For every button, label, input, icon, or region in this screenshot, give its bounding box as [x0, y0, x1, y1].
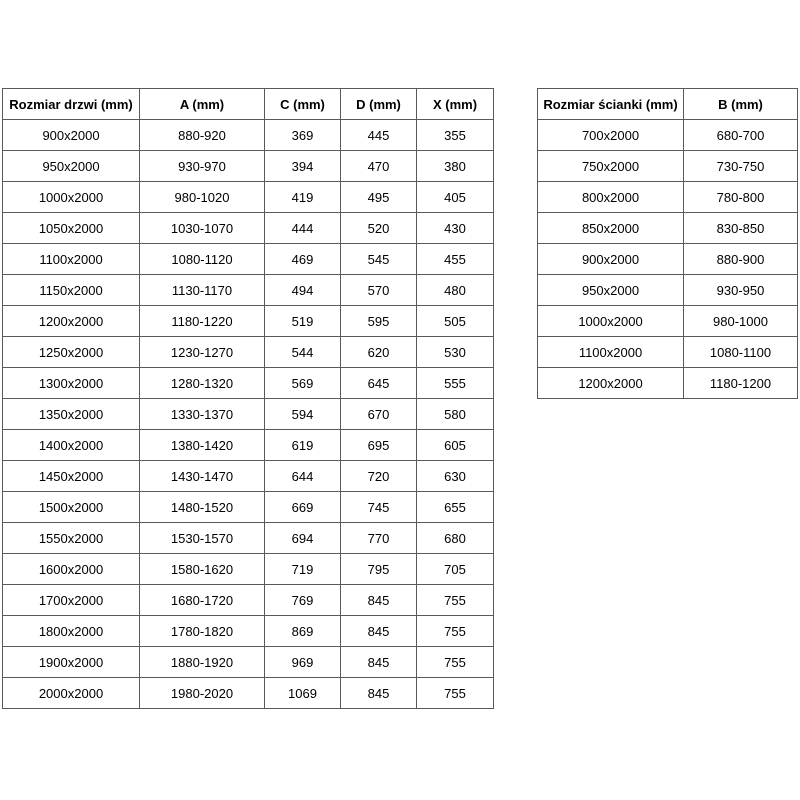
- table-cell: 720: [341, 461, 417, 492]
- table-row: [538, 151, 798, 182]
- table-cell: 695: [341, 430, 417, 461]
- table-cell: 1430-1470: [140, 461, 265, 492]
- table-row: [3, 461, 494, 492]
- table-cell: 730-750: [684, 151, 798, 182]
- table-cell: 880-900: [684, 244, 798, 275]
- table-cell: 1069: [265, 678, 341, 709]
- table-cell: 869: [265, 616, 341, 647]
- column-header: D (mm): [341, 89, 417, 120]
- table-row: [3, 306, 494, 337]
- column-header: A (mm): [140, 89, 265, 120]
- table-body: [3, 120, 494, 709]
- table-cell: 644: [265, 461, 341, 492]
- table-cell: 700x2000: [538, 120, 684, 151]
- table-row: [538, 244, 798, 275]
- table-header-row: [3, 89, 494, 120]
- table-row: [538, 275, 798, 306]
- table-cell: 1080-1100: [684, 337, 798, 368]
- table-cell: 980-1000: [684, 306, 798, 337]
- table-cell: 1380-1420: [140, 430, 265, 461]
- table-cell: 444: [265, 213, 341, 244]
- table-cell: 1050x2000: [3, 213, 140, 244]
- table-cell: 694: [265, 523, 341, 554]
- table-cell: 1700x2000: [3, 585, 140, 616]
- table-cell: 494: [265, 275, 341, 306]
- table-cell: 619: [265, 430, 341, 461]
- table-cell: 369: [265, 120, 341, 151]
- table-cell: 769: [265, 585, 341, 616]
- table-cell: 520: [341, 213, 417, 244]
- table-cell: 605: [417, 430, 494, 461]
- table-row: [3, 430, 494, 461]
- table-cell: 1000x2000: [3, 182, 140, 213]
- table-cell: 1230-1270: [140, 337, 265, 368]
- table-cell: 355: [417, 120, 494, 151]
- table-cell: 455: [417, 244, 494, 275]
- table-row: [538, 120, 798, 151]
- table-cell: 845: [341, 647, 417, 678]
- table-cell: 594: [265, 399, 341, 430]
- table-cell: 569: [265, 368, 341, 399]
- table-cell: 2000x2000: [3, 678, 140, 709]
- table-cell: 1130-1170: [140, 275, 265, 306]
- table-cell: 445: [341, 120, 417, 151]
- table-cell: 580: [417, 399, 494, 430]
- table-cell: 980-1020: [140, 182, 265, 213]
- table-row: [3, 616, 494, 647]
- table-cell: 470: [341, 151, 417, 182]
- table-cell: 1580-1620: [140, 554, 265, 585]
- table-cell: 1900x2000: [3, 647, 140, 678]
- table-cell: 1330-1370: [140, 399, 265, 430]
- table-cell: 505: [417, 306, 494, 337]
- table-cell: 1530-1570: [140, 523, 265, 554]
- table-cell: 770: [341, 523, 417, 554]
- table-row: [3, 368, 494, 399]
- table-cell: 645: [341, 368, 417, 399]
- table-row: [3, 492, 494, 523]
- table-cell: 900x2000: [3, 120, 140, 151]
- table-cell: 1480-1520: [140, 492, 265, 523]
- table-cell: 1350x2000: [3, 399, 140, 430]
- table-cell: 830-850: [684, 213, 798, 244]
- table-cell: 755: [417, 678, 494, 709]
- table-cell: 680: [417, 523, 494, 554]
- table-cell: 950x2000: [3, 151, 140, 182]
- table-cell: 795: [341, 554, 417, 585]
- table-cell: 1080-1120: [140, 244, 265, 275]
- table-cell: 755: [417, 616, 494, 647]
- table-header-row: [538, 89, 798, 120]
- table-cell: 380: [417, 151, 494, 182]
- table-row: [3, 120, 494, 151]
- table-cell: 669: [265, 492, 341, 523]
- table-row: [3, 244, 494, 275]
- table-row: [3, 151, 494, 182]
- table-row: [3, 275, 494, 306]
- table-cell: 1280-1320: [140, 368, 265, 399]
- table-cell: 655: [417, 492, 494, 523]
- table-cell: 745: [341, 492, 417, 523]
- column-header: C (mm): [265, 89, 341, 120]
- column-header: Rozmiar drzwi (mm): [3, 89, 140, 120]
- table-cell: 1180-1220: [140, 306, 265, 337]
- table-cell: 1880-1920: [140, 647, 265, 678]
- table-cell: 845: [341, 616, 417, 647]
- table-cell: 705: [417, 554, 494, 585]
- table-cell: 845: [341, 585, 417, 616]
- table-cell: 670: [341, 399, 417, 430]
- table-cell: 1100x2000: [3, 244, 140, 275]
- table-cell: 405: [417, 182, 494, 213]
- table-cell: 950x2000: [538, 275, 684, 306]
- table-cell: 845: [341, 678, 417, 709]
- table-cell: 595: [341, 306, 417, 337]
- table-cell: 555: [417, 368, 494, 399]
- table-cell: 630: [417, 461, 494, 492]
- table-body: [538, 120, 798, 399]
- table-cell: 900x2000: [538, 244, 684, 275]
- table-row: [538, 182, 798, 213]
- table-cell: 1250x2000: [3, 337, 140, 368]
- table-row: [3, 182, 494, 213]
- column-header: Rozmiar ścianki (mm): [538, 89, 684, 120]
- column-header: X (mm): [417, 89, 494, 120]
- table-row: [3, 213, 494, 244]
- table-cell: 469: [265, 244, 341, 275]
- table-cell: 1000x2000: [538, 306, 684, 337]
- table-row: [3, 523, 494, 554]
- table-row: [3, 585, 494, 616]
- table-cell: 1680-1720: [140, 585, 265, 616]
- table-cell: 545: [341, 244, 417, 275]
- table-cell: 1450x2000: [3, 461, 140, 492]
- table-cell: 969: [265, 647, 341, 678]
- table-cell: 1150x2000: [3, 275, 140, 306]
- table-row: [3, 337, 494, 368]
- table-row: [538, 306, 798, 337]
- table-row: [3, 678, 494, 709]
- wall-sizes-table: [537, 88, 798, 399]
- column-header: B (mm): [684, 89, 798, 120]
- table-cell: 930-970: [140, 151, 265, 182]
- table-cell: 620: [341, 337, 417, 368]
- table-cell: 495: [341, 182, 417, 213]
- table-cell: 800x2000: [538, 182, 684, 213]
- table-cell: 719: [265, 554, 341, 585]
- table-cell: 850x2000: [538, 213, 684, 244]
- table-cell: 680-700: [684, 120, 798, 151]
- table-cell: 1100x2000: [538, 337, 684, 368]
- table-cell: 880-920: [140, 120, 265, 151]
- table-row: [3, 554, 494, 585]
- table-cell: 755: [417, 647, 494, 678]
- table-cell: 1800x2000: [3, 616, 140, 647]
- table-cell: 419: [265, 182, 341, 213]
- table-cell: 1180-1200: [684, 368, 798, 399]
- table-cell: 750x2000: [538, 151, 684, 182]
- table-cell: 1300x2000: [3, 368, 140, 399]
- table-cell: 394: [265, 151, 341, 182]
- table-cell: 544: [265, 337, 341, 368]
- table-row: [538, 213, 798, 244]
- table-cell: 1500x2000: [3, 492, 140, 523]
- table-cell: 480: [417, 275, 494, 306]
- table-cell: 1400x2000: [3, 430, 140, 461]
- table-cell: 780-800: [684, 182, 798, 213]
- table-row: [3, 647, 494, 678]
- table-cell: 519: [265, 306, 341, 337]
- table-cell: 530: [417, 337, 494, 368]
- table-cell: 1200x2000: [538, 368, 684, 399]
- table-row: [538, 368, 798, 399]
- table-cell: 1980-2020: [140, 678, 265, 709]
- table-cell: 1550x2000: [3, 523, 140, 554]
- table-cell: 1030-1070: [140, 213, 265, 244]
- door-sizes-table: [2, 88, 494, 709]
- table-cell: 755: [417, 585, 494, 616]
- table-cell: 930-950: [684, 275, 798, 306]
- table-cell: 430: [417, 213, 494, 244]
- table-cell: 1780-1820: [140, 616, 265, 647]
- table-cell: 1200x2000: [3, 306, 140, 337]
- table-row: [538, 337, 798, 368]
- table-row: [3, 399, 494, 430]
- table-cell: 1600x2000: [3, 554, 140, 585]
- table-cell: 570: [341, 275, 417, 306]
